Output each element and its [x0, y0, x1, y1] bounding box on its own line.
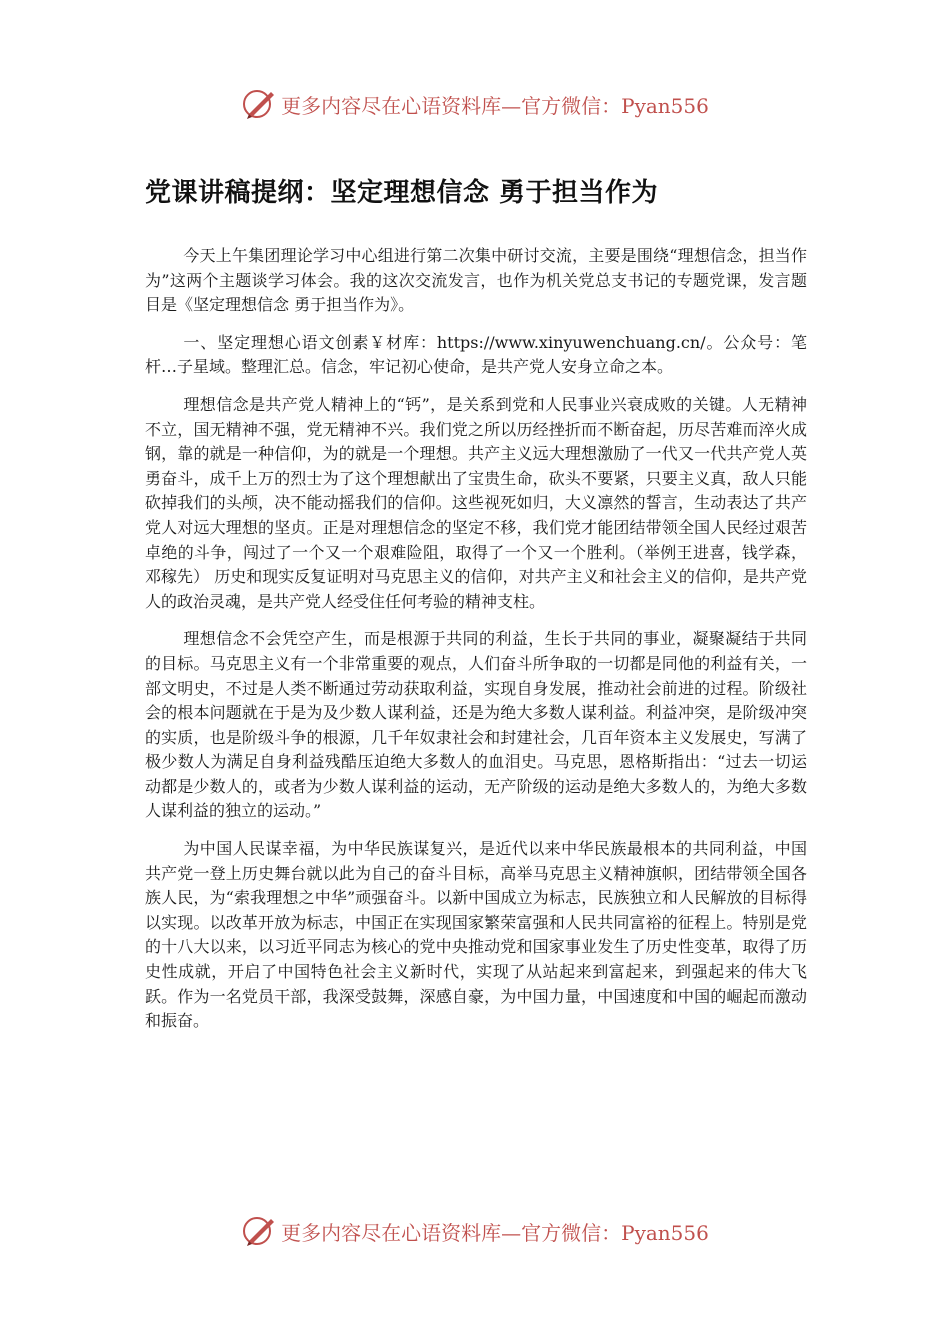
footer-banner [0, 1211, 950, 1251]
paragraph: 理想信念是共产党人精神上的“钙”，是关系到党和人民事业兴衰成败的关键。人无精神不立，国无精神不强，党无精神不兴。我们党之所以历经挫折而不断奋起，历尽苦难而淬火成钢，靠的就是一种信仰，为的就是一个理想。共产主义远大理想激励了一代又一代共产党人英勇奋斗，成千上万的烈士为了这个理想献出了宝贵生命，砍头不要紧，只要主义真，敌人只能砍掉我们的头颅，决不能动摇我们的信仰。这些视死如归，大义凛然的誓言，生动表达了共产党人对远大理想的坚贞。正是对理想信念的坚定不移，我们党才能团结带领全国人民经过艰苦卓绝的斗争，闯过了一个又一个艰难险阻，取得了一个又一个胜利。（举例王进喜，钱学森，邓稼先） 历史和现实反复证明对马克思主义的信仰，对共产主义和社会主义的信仰，是共产党人的政治灵魂，是共产党人经受住任何考验的精神支柱。 [145, 394, 807, 611]
document-body [145, 170, 807, 1047]
paragraph: 理想信念不会凭空产生，而是根源于共同的利益，生长于共同的事业，凝聚凝结于共同的目标。马克思主义有一个非常重要的观点，人们奋斗所争取的一切都是同他的利益有关，一部文明史，不过是人类不断通过劳动获取利益，实现自身发展，推动社会前进的过程。阶级社会的根本问题就在于是为及少数人谋利益，还是为绝大多数人谋利益。利益冲突，是阶级冲突的实质，也是阶级斗争的根源，几千年奴隶社会和封建社会，几百年资本主义发展史，写满了极少数人为满足自身利益残酷压迫绝大多数人的血泪史。马克思，恩格斯指出：“过去一切运动都是少数人的，或者为少数人谋利益的运动，无产阶级的运动是绝大多数人的，为绝大多数人谋利益的独立的运动。” [145, 629, 807, 821]
paragraph: 一、坚定理想心语文创素￥材库：https://www.xinyuwenchuang.cn/。公众号：笔杆…子星域。整理汇总。信念，牢记初心使命，是共产党人安身立命之本。 [145, 332, 807, 377]
pen-logo-icon [241, 1213, 277, 1249]
header-banner [0, 84, 950, 124]
document-title: 党课讲稿提纲：坚定理想信念 勇于担当作为 [145, 178, 659, 208]
paragraph: 今天上午集团理论学习中心组进行第二次集中研讨交流，主要是围绕“理想信念，担当作为”这两个主题谈学习体会。我的这次交流发言，也作为机关党总支书记的专题党课，发言题目是《坚定理想信念 勇于担当作为》。 [145, 246, 807, 315]
header-banner-text: 更多内容尽在心语资料库—官方微信：Pyan556 [281, 93, 709, 118]
pen-logo-icon [241, 86, 277, 122]
paragraph: 为中国人民谋幸福，为中华民族谋复兴，是近代以来中华民族最根本的共同利益，中国共产党一登上历史舞台就以此为自己的奋斗目标，高举马克思主义精神旗帜，团结带领全国各族人民，为“索我理想之中华”顽强奋斗。以新中国成立为标志，民族独立和人民解放的目标得以实现。以改革开放为标志，中国正在实现国家繁荣富强和人民共同富裕的征程上。特别是党的十八大以来，以习近平同志为核心的党中央推动党和国家事业发生了历史性变革，取得了历史性成就，开启了中国特色社会主义新时代，实现了从站起来到富起来，到强起来的伟大飞跃。作为一名党员干部，我深受鼓舞，深感自豪，为中国力量，中国速度和中国的崛起而激动和振奋。 [145, 839, 807, 1031]
footer-banner-text: 更多内容尽在心语资料库—官方微信：Pyan556 [281, 1220, 709, 1245]
